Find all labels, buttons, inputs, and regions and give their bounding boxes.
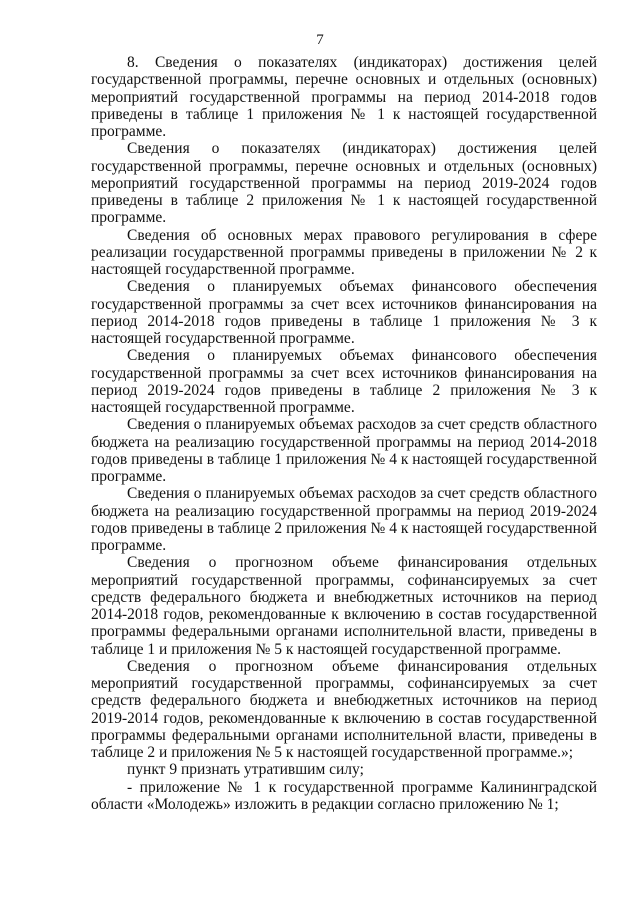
paragraph-financing-all-sources-2014-2018: Сведения о планируемых объемах финансового обеспечения государственной программы за счет всех источников финансирования на период 2014-2018 годов приведены в таблице 1 приложения № 3 к настоящей государственной программе. xyxy=(91,278,597,347)
paragraph-item-9-repealed: пункт 9 признать утратившим силу; xyxy=(127,761,364,779)
paragraph-appendix-1-amendment: - приложение № 1 к государственной программе Калининградской области «Молодежь» изложить в редакции согласно приложению № 1; xyxy=(91,778,597,813)
paragraph-regional-budget-2019-2024: Сведения о планируемых объемах расходов за счет средств областного бюджета на реализацию государственной программы на период 2019-2024 годов приведены в таблице 2 приложения № 4 к настоящей государственной программе. xyxy=(91,485,597,554)
paragraph-federal-cofinancing-2019-2024: Сведения о прогнозном объеме финансирования отдельных мероприятий государственной программы, софинансируемых за счет средств федерального бюджета и внебюджетных источников на период 2019-2014 годов, рекомендованные к включению в состав государственной программы федеральными органами исполнительной власти, приведены в таблице 2 и приложения № 5 к настоящей государственной программе.»; xyxy=(91,657,597,761)
page-number: 7 xyxy=(316,32,324,48)
paragraph-legal-regulation: Сведения об основных мерах правового регулирования в сфере реализации государственной программы приведены в приложении № 2 к настоящей государственной программе. xyxy=(91,226,597,278)
paragraph-goals-2019-2024: Сведения о показателях (индикаторах) достижения целей государственной программы, перечне основных и отдельных (основных) мероприятий государственной программы на период 2019-2024 годов приведены в таблице 2 приложения № 1 к настоящей государственной программе. xyxy=(91,140,597,227)
paragraph-regional-budget-2014-2018: Сведения о планируемых объемах расходов за счет средств областного бюджета на реализацию государственной программы на период 2014-2018 годов приведены в таблице 1 приложения № 4 к настоящей государственной программе. xyxy=(91,416,597,485)
paragraph-federal-cofinancing-2014-2018: Сведения о прогнозном объеме финансирования отдельных мероприятий государственной программы, софинансируемых за счет средств федерального бюджета и внебюджетных источников на период 2014-2018 годов, рекомендованные к включению в состав государственной программы федеральными органами исполнительной власти, приведены в таблице 1 и приложения № 5 к настоящей государственной программе. xyxy=(91,554,597,658)
document-body xyxy=(91,54,597,813)
paragraph-financing-all-sources-2019-2024: Сведения о планируемых объемах финансового обеспечения государственной программы за счет всех источников финансирования на период 2019-2024 годов приведены в таблице 2 приложения № 3 к настоящей государственной программе. xyxy=(91,347,597,416)
paragraph-item-8-goals-2014-2018: 8. Сведения о показателях (индикаторах) достижения целей государственной программы, перечне основных и отдельных (основных) мероприятий государственной программы на период 2014-2018 годов приведены в таблице 1 приложения № 1 к настоящей государственной программе. xyxy=(91,54,597,140)
